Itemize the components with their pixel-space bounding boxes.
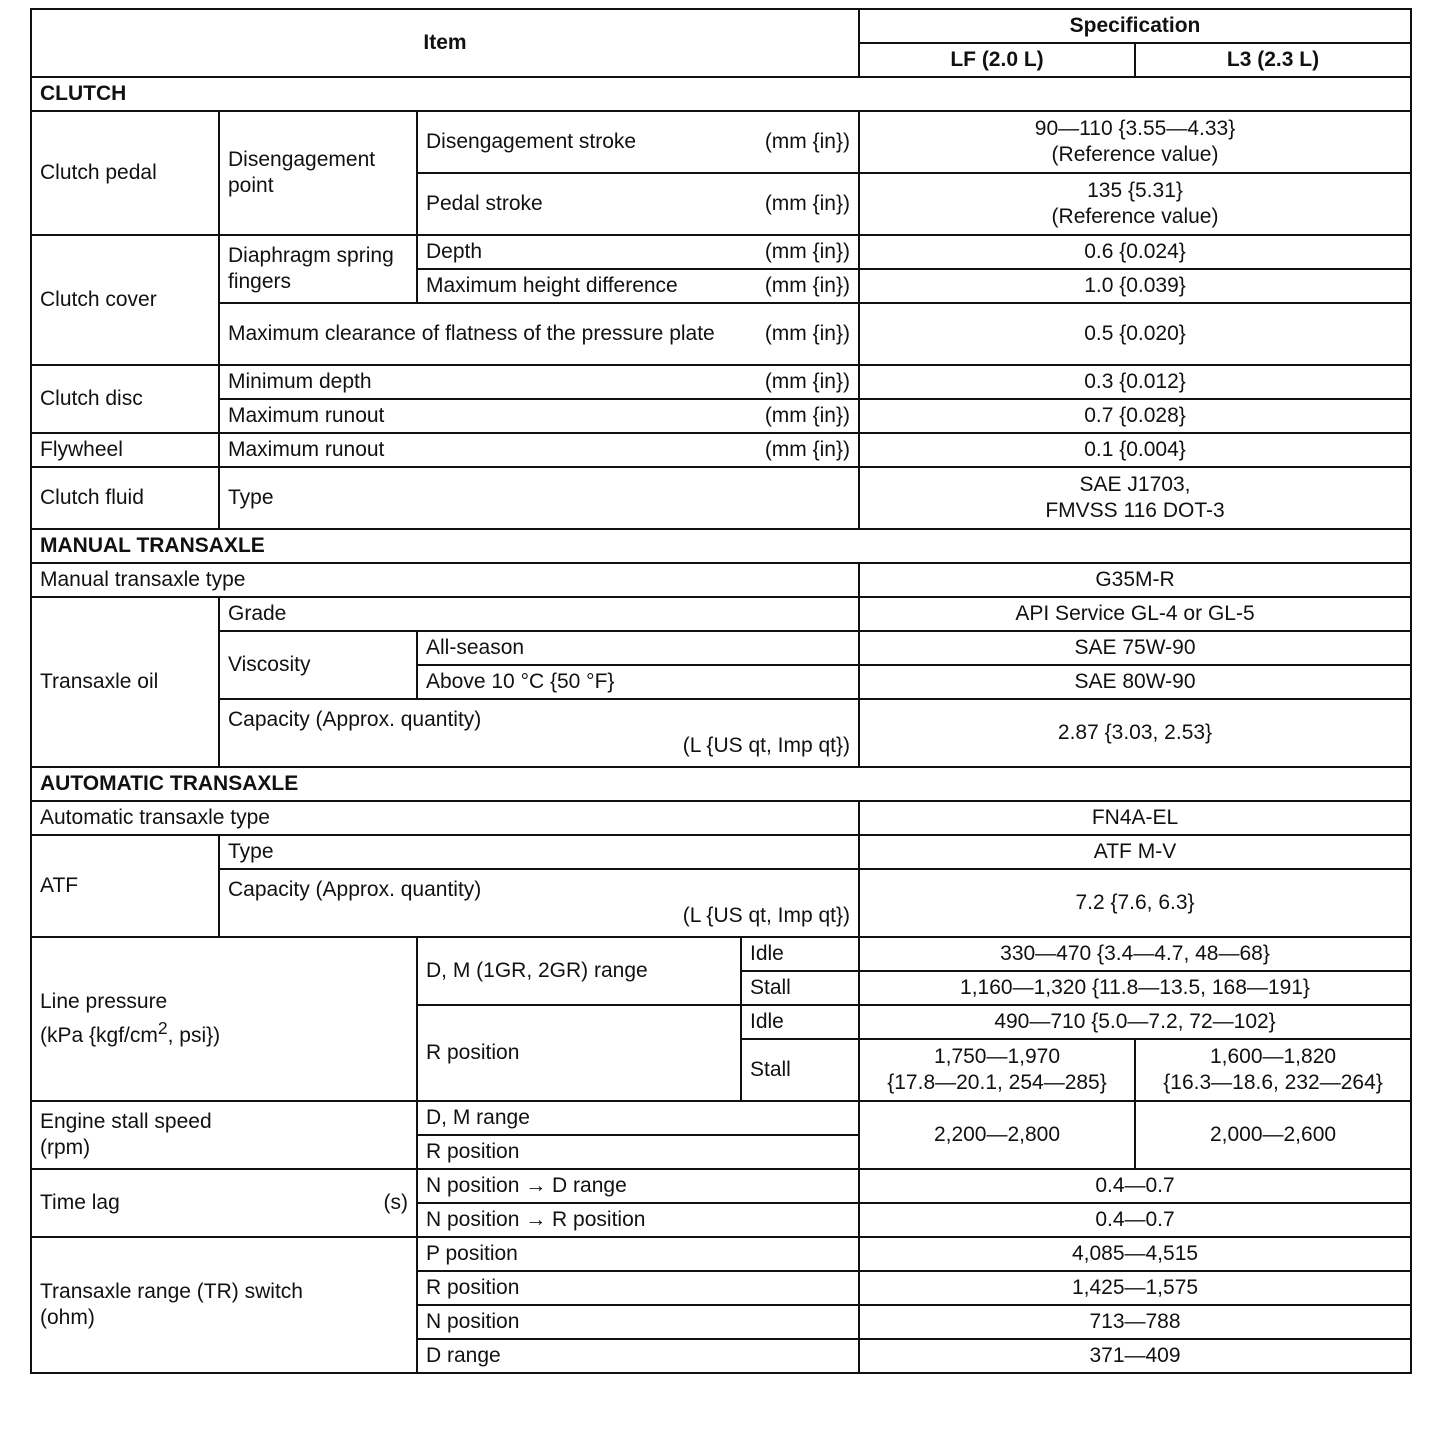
r-stall-l3-line1: 1,600—1,820	[1209, 1045, 1337, 1068]
header-item: Item	[31, 9, 859, 77]
auto-type-label: Automatic transaxle type	[31, 801, 859, 835]
atf-type-label: Type	[219, 835, 859, 869]
disengagement-stroke-value: 90—110 {3.55—4.33}	[1034, 117, 1236, 140]
stall-r-position-label: R position	[417, 1135, 859, 1169]
unit-label: (mm {in})	[764, 404, 850, 427]
atf-type-value: ATF M-V	[859, 835, 1411, 869]
unit-label: (mm {in})	[764, 274, 850, 297]
tr-p-value: 4,085—4,515	[859, 1237, 1411, 1271]
section-clutch: CLUTCH	[31, 77, 1411, 111]
stall-speed-label: Engine stall speed	[40, 1110, 212, 1133]
atf-label: ATF	[31, 835, 219, 937]
time-lag-label: Time lag	[40, 1191, 120, 1214]
disc-runout-label: Maximum runout	[228, 404, 385, 427]
clutch-fluid-value-line1: SAE J1703,	[1079, 473, 1191, 496]
section-manual-transaxle: MANUAL TRANSAXLE	[31, 529, 1411, 563]
mt-capacity-label: Capacity (Approx. quantity)	[228, 708, 482, 731]
viscosity-label: Viscosity	[219, 631, 417, 699]
dm-idle-value: 330—470 {3.4—4.7, 48—68}	[859, 937, 1411, 971]
unit-label: (mm {in})	[764, 240, 850, 263]
mt-capacity-cell	[219, 699, 859, 767]
tr-r-value: 1,425—1,575	[859, 1271, 1411, 1305]
flywheel-runout-value: 0.1 {0.004}	[859, 433, 1411, 467]
r-stall-l3-line2: {16.3—18.6, 232—264}	[1163, 1071, 1383, 1094]
line-pressure-cell	[31, 937, 417, 1101]
above-10-value: SAE 80W-90	[859, 665, 1411, 699]
stall-speed-lf-value: 2,200—2,800	[859, 1101, 1135, 1169]
time-lag-cell	[31, 1169, 417, 1237]
clutch-disc-label: Clutch disc	[31, 365, 219, 433]
time-lag-unit: (s)	[383, 1191, 408, 1214]
header-lf: LF (2.0 L)	[859, 43, 1135, 77]
line-pressure-unit	[40, 1015, 408, 1049]
max-height-diff-value: 1.0 {0.039}	[859, 269, 1411, 303]
manual-type-label: Manual transaxle type	[31, 563, 859, 597]
tr-switch-cell	[31, 1237, 417, 1373]
tr-d-label: D range	[417, 1339, 859, 1373]
above-10-label: Above 10 °C {50 °F}	[417, 665, 859, 699]
dm-stall-value: 1,160—1,320 {11.8—13.5, 168—191}	[859, 971, 1411, 1005]
clutch-cover-label: Clutch cover	[31, 235, 219, 365]
max-height-diff-label: Maximum height difference	[426, 274, 678, 297]
disengagement-stroke-value-cell	[859, 111, 1411, 173]
tr-switch-unit: (ohm)	[40, 1306, 95, 1329]
r-stall-label: Stall	[741, 1039, 859, 1101]
unit-label: (L {US qt, Imp qt})	[682, 734, 850, 757]
unit-superscript: 2	[157, 1018, 168, 1038]
max-height-diff-cell	[417, 269, 859, 303]
disengagement-stroke-cell	[417, 111, 859, 173]
r-stall-l3-cell	[1135, 1039, 1411, 1101]
diaphragm-label: Diaphragm spring fingers	[219, 235, 417, 303]
tr-d-value: 371—409	[859, 1339, 1411, 1373]
flatness-value: 0.5 {0.020}	[859, 303, 1411, 365]
clutch-fluid-type-label: Type	[219, 467, 859, 529]
pedal-stroke-value-cell	[859, 173, 1411, 235]
min-depth-value: 0.3 {0.012}	[859, 365, 1411, 399]
depth-label: Depth	[426, 240, 483, 263]
unit-label: (mm {in})	[764, 192, 850, 215]
grade-label: Grade	[219, 597, 859, 631]
manual-type-value: G35M-R	[859, 563, 1411, 597]
tr-p-label: P position	[417, 1237, 859, 1271]
all-season-value: SAE 75W-90	[859, 631, 1411, 665]
pedal-stroke-value: 135 {5.31}	[1087, 179, 1183, 202]
grade-value: API Service GL-4 or GL-5	[859, 597, 1411, 631]
depth-cell	[417, 235, 859, 269]
header-l3: L3 (2.3 L)	[1135, 43, 1411, 77]
unit-label: (mm {in})	[764, 130, 850, 153]
n-to-r-label: N position → R position	[417, 1203, 859, 1237]
r-stall-lf-cell	[859, 1039, 1135, 1101]
line-pressure-label: Line pressure	[40, 990, 168, 1013]
n-to-d-label: N position → D range	[417, 1169, 859, 1203]
header-specification: Specification	[859, 9, 1411, 43]
all-season-label: All-season	[417, 631, 859, 665]
flatness-cell	[219, 303, 859, 365]
n-to-r-value: 0.4—0.7	[859, 1203, 1411, 1237]
flywheel-runout-label: Maximum runout	[228, 438, 385, 461]
atf-capacity-cell	[219, 869, 859, 937]
tr-r-label: R position	[417, 1271, 859, 1305]
atf-capacity-label: Capacity (Approx. quantity)	[228, 878, 482, 901]
flatness-label: Maximum clearance of flatness of the pressure plate	[228, 322, 715, 345]
stall-speed-unit: (rpm)	[40, 1136, 91, 1159]
r-stall-lf-line2: {17.8—20.1, 254—285}	[887, 1071, 1107, 1094]
dm-range-label: D, M (1GR, 2GR) range	[417, 937, 741, 1005]
unit-label: (mm {in})	[764, 370, 850, 393]
tr-switch-label: Transaxle range (TR) switch	[40, 1280, 303, 1303]
r-idle-value: 490—710 {5.0—7.2, 72—102}	[859, 1005, 1411, 1039]
min-depth-cell	[219, 365, 859, 399]
transaxle-oil-label: Transaxle oil	[31, 597, 219, 767]
tr-n-label: N position	[417, 1305, 859, 1339]
stall-speed-cell	[31, 1101, 417, 1169]
r-idle-label: Idle	[741, 1005, 859, 1039]
unit-label: (L {US qt, Imp qt})	[682, 904, 850, 927]
depth-value: 0.6 {0.024}	[859, 235, 1411, 269]
pedal-stroke-cell	[417, 173, 859, 235]
mt-capacity-value: 2.87 {3.03, 2.53}	[859, 699, 1411, 767]
r-position-label: R position	[417, 1005, 741, 1101]
section-automatic-transaxle: AUTOMATIC TRANSAXLE	[31, 767, 1411, 801]
pedal-stroke-label: Pedal stroke	[426, 192, 543, 215]
clutch-fluid-label: Clutch fluid	[31, 467, 219, 529]
clutch-fluid-value-cell	[859, 467, 1411, 529]
disc-runout-value: 0.7 {0.028}	[859, 399, 1411, 433]
specification-table	[30, 8, 1412, 1374]
disengagement-point-label: Disengagement point	[219, 111, 417, 235]
reference-note: (Reference value)	[1051, 205, 1219, 228]
min-depth-label: Minimum depth	[228, 370, 372, 393]
tr-n-value: 713—788	[859, 1305, 1411, 1339]
stall-speed-l3-value: 2,000—2,600	[1135, 1101, 1411, 1169]
atf-capacity-value: 7.2 {7.6, 6.3}	[859, 869, 1411, 937]
dm-idle-label: Idle	[741, 937, 859, 971]
unit-label: (mm {in})	[764, 438, 850, 461]
clutch-pedal-label: Clutch pedal	[31, 111, 219, 235]
disc-runout-cell	[219, 399, 859, 433]
dm-stall-label: Stall	[741, 971, 859, 1005]
unit-prefix: (kPa {kgf/cm	[40, 1024, 158, 1047]
disengagement-stroke-label: Disengagement stroke	[426, 130, 637, 153]
reference-note: (Reference value)	[1051, 143, 1219, 166]
stall-dm-range-label: D, M range	[417, 1101, 859, 1135]
n-to-d-value: 0.4—0.7	[859, 1169, 1411, 1203]
unit-suffix: , psi})	[167, 1024, 221, 1047]
unit-label: (mm {in})	[764, 322, 850, 345]
r-stall-lf-line1: 1,750—1,970	[933, 1045, 1061, 1068]
auto-type-value: FN4A-EL	[859, 801, 1411, 835]
flywheel-runout-cell	[219, 433, 859, 467]
clutch-fluid-value-line2: FMVSS 116 DOT-3	[1045, 499, 1225, 522]
flywheel-label: Flywheel	[31, 433, 219, 467]
